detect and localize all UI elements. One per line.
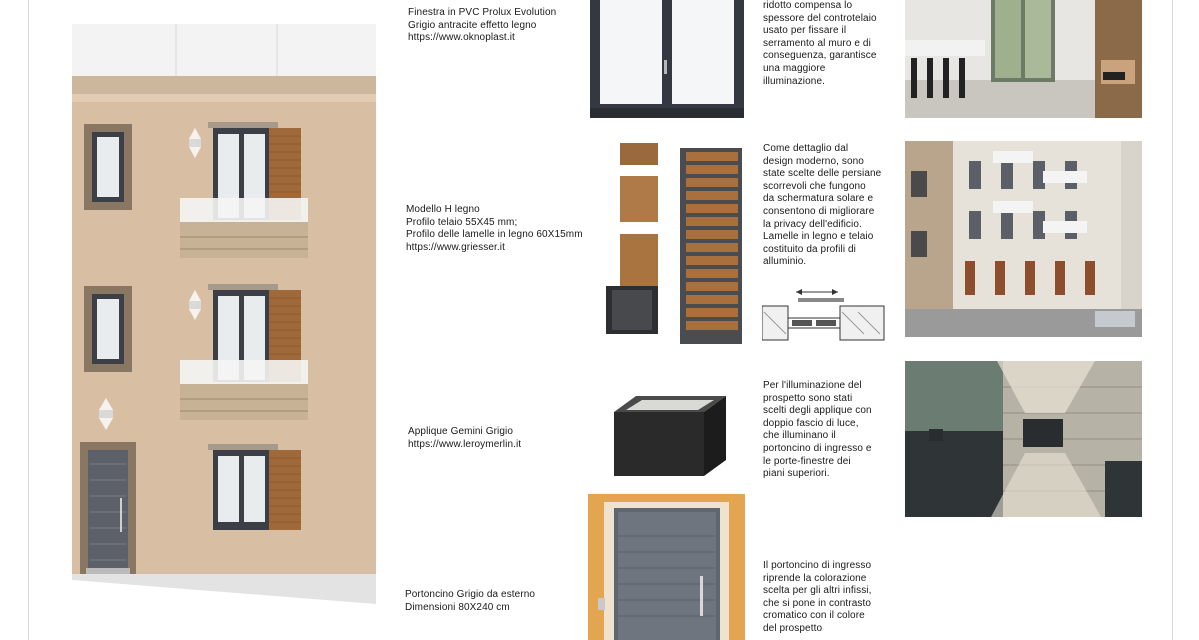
- shutter-product-image: [602, 140, 746, 346]
- lamp-spec-text: Applique Gemini Grigio https://www.leroymerlin.it: [408, 426, 522, 450]
- door-note-text: Il portoncino di ingresso riprende la colorazione scelta per gli altri infissi, che si pone in contrasto cromatico con il colore del prospetto: [763, 560, 872, 634]
- window-note-text: ridotto compensa lo spessore del controtelaio usato per fissare il serramento al muro e di conseguenza, garantisce una maggiore illuminazione.: [763, 0, 877, 87]
- page-border-left: [28, 0, 29, 640]
- window-product-image: [590, 0, 744, 118]
- shutter-building-photo: [905, 141, 1142, 337]
- shutter-section-drawing: [762, 282, 886, 344]
- lamp-note-text: Per l'illuminazione del prospetto sono stati scelti degli applique con doppio fascio di luce, che illuminano il portoncino di ingresso e le porte-finestre dei piani superiori.: [763, 380, 872, 480]
- lamp-product-image: [612, 392, 728, 480]
- facade-elevation: [72, 24, 376, 604]
- shutter-note-text: Come dettaglio dal design moderno, sono state scelte delle persiane scorrevoli che fungono da schermatura solare e consentono di migliorare la privacy dell'edificio. Lamelle in legno e telaio costituito da profili di alluminio.: [763, 143, 882, 268]
- window-interior-photo: [905, 0, 1142, 118]
- door-spec-text: Portoncino Grigio da esterno Dimensioni 80X240 cm: [405, 589, 536, 613]
- door-product-image: [588, 494, 745, 640]
- shutter-spec-text: Modello H legno Profilo telaio 55X45 mm; Profilo delle lamelle in legno 60X15mm https://www.griesser.it: [406, 204, 583, 253]
- window-spec-text: Finestra in PVC Prolux Evolution Grigio antracite effetto legno https://www.oknoplast.it: [408, 7, 557, 44]
- lamp-wall-photo: [905, 361, 1142, 517]
- page-border-right: [1172, 0, 1173, 640]
